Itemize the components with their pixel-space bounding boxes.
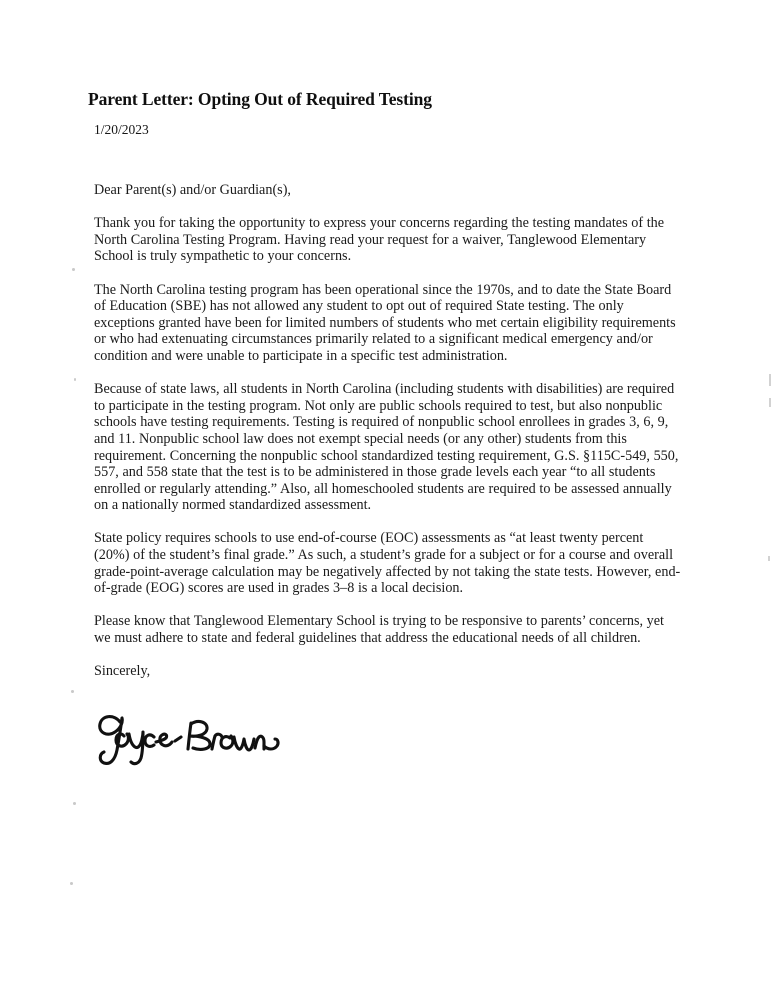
body-paragraph-3: Because of state laws, all students in North Carolina (including students with disabilities) are required to participate in the testing program. Not only are public schools required to test, but also nonpublic schools have testing requirements. Testing is required of nonpublic school enrollees in grades 3, 6, 9, and 11. Nonpublic school law does not exempt special needs (or any other) students from this requirement. Concerning the nonpublic school standardized testing requirement, G.S. §115C-549, 550, 557, and 558 state that the test is to be administered in those grade levels each year “to all students enrolled or regularly attending.” Also, all homeschooled students are required to be assessed annually on a nationally normed standardized assessment.	[94, 381, 679, 514]
scan-edge-tick	[769, 374, 771, 386]
body-paragraph-5: Please know that Tanglewood Elementary School is trying to be responsive to parents’ concerns, yet we must adhere to state and federal guidelines that address the educational needs of all children.	[94, 613, 664, 647]
scan-speck	[71, 690, 74, 693]
scan-edge-tick	[768, 556, 770, 561]
closing-salutation: Sincerely,	[94, 663, 151, 680]
scan-speck	[72, 268, 75, 271]
signature-image	[88, 706, 288, 776]
body-paragraph-1: Thank you for taking the opportunity to express your concerns regarding the testing mandates of the North Carolina Testing Program. Having read your request for a waiver, Tanglewood Elementary School is truly sympathetic to your concerns.	[94, 215, 665, 265]
body-paragraph-4: State policy requires schools to use end-of-course (EOC) assessments as “at least twenty percent (20%) of the student’s final grade.” As such, a student’s grade for a subject or for a course and overall grade-point-average calculation may be negatively affected by not taking the state tests. However, end-of-grade (EOG) scores are used in grades 3–8 is a local decision.	[94, 530, 681, 597]
scan-speck	[74, 378, 76, 381]
letter-body	[94, 182, 682, 680]
letter-date: 1/20/2023	[94, 122, 149, 137]
signature-joyce-brown	[88, 706, 288, 776]
body-paragraph-2: The North Carolina testing program has been operational since the 1970s, and to date the State Board of Education (SBE) has not allowed any student to opt out of required State testing. The only exceptions granted have been for limited numbers of students who met certain eligibility requirements or who had extenuating circumstances primarily related to a significant medical emergency and/or condition and were unable to participate in a specific test administration.	[94, 281, 676, 364]
scan-speck	[73, 802, 76, 805]
salutation: Dear Parent(s) and/or Guardian(s),	[94, 182, 291, 198]
page-title: Parent Letter: Opting Out of Required Testing	[88, 89, 432, 109]
scan-edge-tick	[769, 398, 771, 407]
scan-speck	[70, 882, 73, 885]
